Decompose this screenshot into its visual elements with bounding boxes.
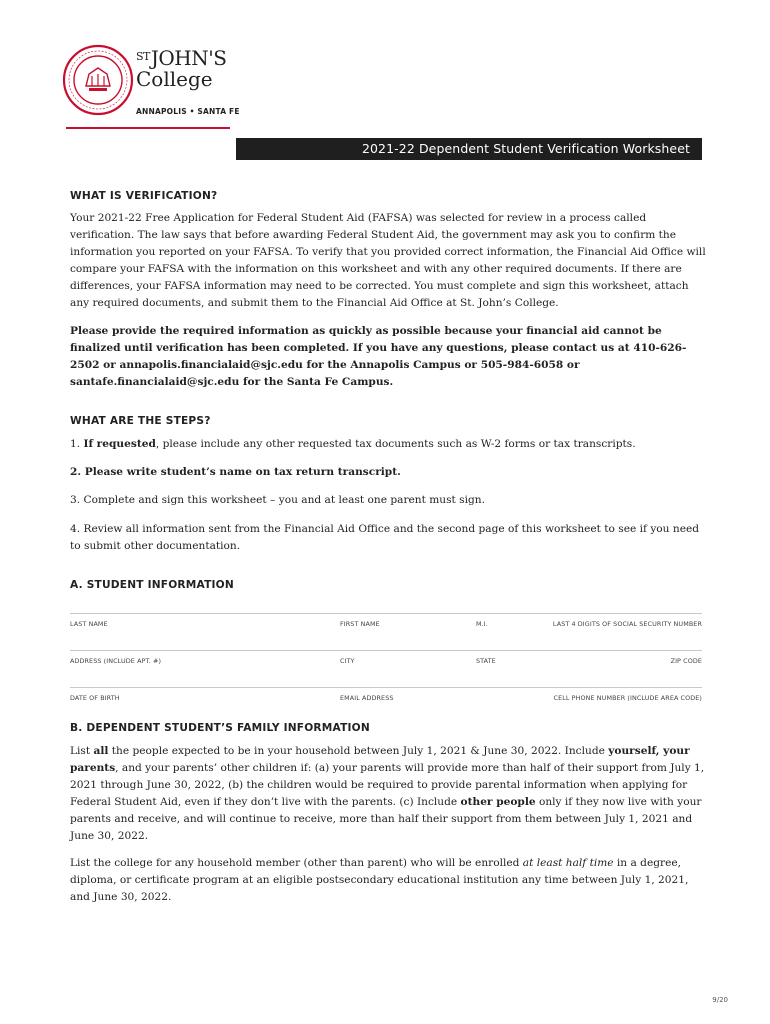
ssn-last4-field[interactable]: LAST 4 DIGITS OF SOCIAL SECURITY NUMBER bbox=[552, 620, 702, 628]
verification-heading: WHAT IS VERIFICATION? bbox=[70, 190, 218, 202]
row2-rule bbox=[70, 650, 702, 651]
dob-field[interactable]: DATE OF BIRTH bbox=[70, 694, 120, 702]
verification-body: Your 2021-22 Free Application for Federal Student Aid (FAFSA) was selected for review in a process called verification. The law says that before awarding Federal Student Aid, the government may ask you to confirm the information you reported on your FAFSA. To verify that you provided correct information, the Financial Aid Office will compare your FAFSA with the information on this worksheet and with any other required documents. If there are differences, your FAFSA information may need to be corrected. You must complete and sign this worksheet, attach any required documents, and submit them to the Financial Aid Office at St. John’s College. bbox=[70, 212, 706, 310]
family-info-paragraph-2: List the college for any household member (other than parent) who will be enrolled at least half time in a degree, diploma, or certificate program at an eligible postsecondary educational institution any time between July 1, 2021, and June 30, 2022. bbox=[70, 857, 689, 904]
step-2: 2. Please write student’s name on tax return transcript. bbox=[70, 466, 401, 478]
college-seal-logo bbox=[62, 44, 134, 116]
state-field[interactable]: STATE bbox=[476, 657, 496, 665]
step-1: 1. If requested, please include any other requested tax documents such as W-2 forms or tax transcripts. bbox=[70, 438, 636, 450]
page-code: 9/20 bbox=[712, 996, 728, 1004]
row1-rule bbox=[70, 613, 702, 614]
middle-initial-field[interactable]: M.I. bbox=[476, 620, 488, 628]
first-name-field[interactable]: FIRST NAME bbox=[340, 620, 380, 628]
document-title: 2021-22 Dependent Student Verification Worksheet bbox=[236, 138, 702, 160]
step-3: 3. Complete and sign this worksheet – you and at least one parent must sign. bbox=[70, 494, 485, 506]
student-info-heading: A. STUDENT INFORMATION bbox=[70, 579, 234, 591]
college-wordmark: $^{ST}$JOHN'S College bbox=[136, 46, 227, 91]
phone-field[interactable]: CELL PHONE NUMBER (INCLUDE AREA CODE) bbox=[553, 694, 702, 702]
address-field[interactable]: ADDRESS (INCLUDE APT. #) bbox=[70, 657, 162, 665]
verification-notice: Please provide the required information as quickly as possible because your financial aid cannot be finalized until verification has been completed. If you have any questions, please contact us at 410-626-2502 or annapolis.financialaid@sjc.edu for the Annapolis Campus or 505-984-6058 or santafe.financialaid@sjc.edu for the Santa Fe Campus. bbox=[70, 325, 687, 389]
steps-heading: WHAT ARE THE STEPS? bbox=[70, 415, 211, 427]
last-name-field[interactable]: LAST NAME bbox=[70, 620, 108, 628]
email-field[interactable]: EMAIL ADDRESS bbox=[340, 694, 394, 702]
brand-divider bbox=[66, 127, 230, 129]
zip-field[interactable]: ZIP CODE bbox=[670, 657, 702, 665]
campuses-label: ANNAPOLIS • SANTA FE bbox=[136, 107, 240, 116]
city-field[interactable]: CITY bbox=[340, 657, 355, 665]
step-4: 4. Review all information sent from the Financial Aid Office and the second page of this worksheet to see if you need to submit other documentation. bbox=[70, 523, 700, 552]
row3-rule bbox=[70, 687, 702, 688]
family-info-paragraph-1: List all the people expected to be in your household between July 1, 2021 & June 30, 2022. Include yourself, your parents, and your parents’ other children if: (a) your parents will provide more than half of their support from July 1, 2021 through June 30, 2022, (b) the children would be required to provide parental information when applying for Federal Student Aid, even if they don’t live with the parents. (c) Include other people only if they now live with your parents and receive, and will continue to receive, more than half their support from them between July 1, 2021 and June 30, 2022. bbox=[70, 745, 705, 843]
family-info-heading: B. DEPENDENT STUDENT’S FAMILY INFORMATION bbox=[70, 722, 370, 734]
